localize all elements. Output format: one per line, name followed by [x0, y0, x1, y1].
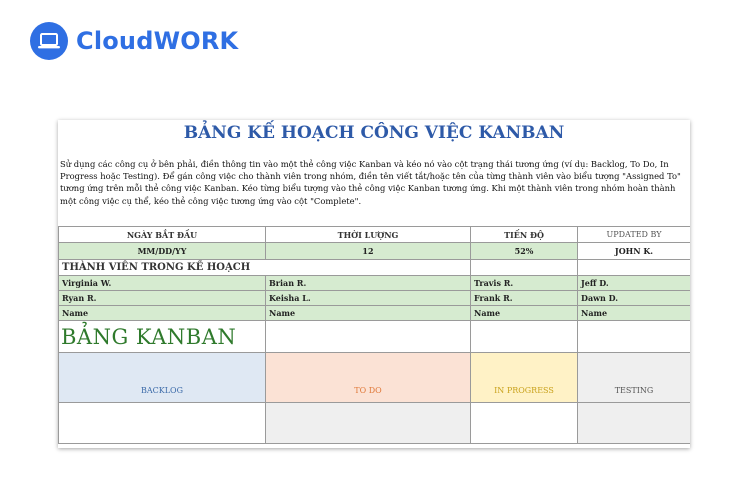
members-label: THÀNH VIÊN TRONG KẾ HOẠCH: [59, 260, 471, 276]
plan-table: [58, 226, 690, 444]
members-row: [59, 306, 691, 321]
column-testing[interactable]: TESTING: [578, 353, 691, 403]
member-cell[interactable]: Name: [578, 306, 691, 321]
brand-name: CloudWORK: [76, 27, 239, 55]
header-duration: THỜI LƯỢNG: [266, 227, 471, 243]
todo-card-area[interactable]: [266, 403, 471, 444]
members-row: [59, 276, 691, 291]
member-cell[interactable]: Name: [266, 306, 471, 321]
empty-cell[interactable]: [578, 321, 691, 353]
empty-cell[interactable]: [578, 260, 691, 276]
member-cell[interactable]: Travis R.: [471, 276, 578, 291]
header-updated-by: UPDATED BY: [578, 227, 691, 243]
empty-cell[interactable]: [471, 260, 578, 276]
column-backlog[interactable]: BACKLOG: [59, 353, 266, 403]
kanban-title-row: [59, 321, 691, 353]
member-cell[interactable]: Frank R.: [471, 291, 578, 306]
empty-cell[interactable]: [471, 321, 578, 353]
kanban-columns-row: [59, 353, 691, 403]
member-cell[interactable]: Ryan R.: [59, 291, 266, 306]
kanban-cards-row: [59, 403, 691, 444]
laptop-icon: [30, 22, 68, 60]
duration-value[interactable]: 12: [266, 243, 471, 260]
start-date-value[interactable]: MM/DD/YY: [59, 243, 266, 260]
member-cell[interactable]: Virginia W.: [59, 276, 266, 291]
members-row: [59, 291, 691, 306]
sheet-description: Sử dụng các công cụ ở bên phải, điền thông tin vào một thẻ công việc Kanban và kéo nó vào cột trạng thái tương ứng (ví dụ: Backlog, To Do, In Progress hoặc Testing). Để gán công việc cho thành viên trong nhóm, điền tên viết tắt/hoặc tên của từng thành viên vào biểu tượng "Assigned To" tương ứng trên mỗi thẻ công việc Kanban. Kéo từng biểu tượng vào thẻ công việc Kanban tương ứng. Khi một thành viên trong nhóm hoàn thành một công việc cụ thể, kéo thẻ công việc tương ứng vào cột "Complete".: [60, 159, 681, 206]
column-todo[interactable]: TO DO: [266, 353, 471, 403]
progress-value[interactable]: 52%: [471, 243, 578, 260]
values-row: [59, 243, 691, 260]
kanban-sheet: [58, 120, 690, 448]
members-label-row: [59, 260, 691, 276]
in-progress-card-area[interactable]: [471, 403, 578, 444]
member-cell[interactable]: Keisha L.: [266, 291, 471, 306]
kanban-title: BẢNG KANBAN: [59, 321, 266, 353]
sheet-title: BẢNG KẾ HOẠCH CÔNG VIỆC KANBAN: [183, 123, 565, 143]
empty-cell[interactable]: [266, 321, 471, 353]
header-row: [59, 227, 691, 243]
member-cell[interactable]: Brian R.: [266, 276, 471, 291]
member-cell[interactable]: Name: [59, 306, 266, 321]
column-in-progress[interactable]: IN PROGRESS: [471, 353, 578, 403]
backlog-card-area[interactable]: [59, 403, 266, 444]
cloudwork-logo: [30, 22, 238, 60]
updated-by-value[interactable]: JOHN K.: [578, 243, 691, 260]
member-cell[interactable]: Jeff D.: [578, 276, 691, 291]
header-start-date: NGÀY BẮT ĐẦU: [59, 227, 266, 243]
header-progress: TIẾN ĐỘ: [471, 227, 578, 243]
member-cell[interactable]: Dawn D.: [578, 291, 691, 306]
member-cell[interactable]: Name: [471, 306, 578, 321]
testing-card-area[interactable]: [578, 403, 691, 444]
